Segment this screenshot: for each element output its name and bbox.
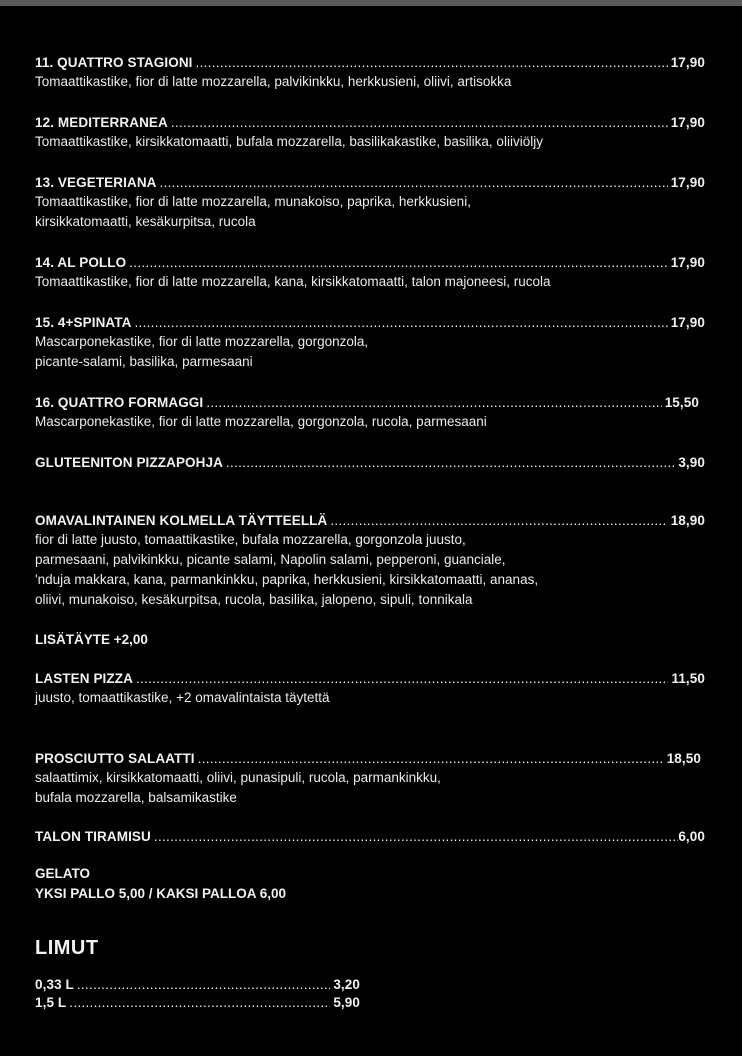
menu-item-11 [35, 54, 705, 92]
dot-leader [77, 976, 330, 994]
item-description: Tomaattikastike, fior di latte mozzarella, palvikinkku, herkkusieni, oliivi, artisokka [35, 74, 512, 89]
item-name: OMAVALINTAINEN KOLMELLA TÄYTTEELLÄ [35, 513, 328, 528]
drinks-list [35, 976, 360, 1012]
menu-item-line [35, 512, 705, 530]
item-name: 16. QUATTRO FORMAGGI [35, 395, 204, 410]
item-price: 18,90 [670, 513, 705, 528]
dot-leader [198, 750, 664, 768]
item-name: 14. AL POLLO [35, 255, 127, 270]
item-description: fior di latte juusto, tomaattikastike, bufala mozzarella, gorgonzola juusto, [35, 532, 466, 547]
menu-item-16 [35, 394, 699, 432]
top-bar [0, 0, 742, 6]
item-price: 6,00 [678, 829, 705, 844]
drink-size: 0,33 L [35, 977, 74, 992]
item-name: 12. MEDITERRANEA [35, 115, 168, 130]
menu-item-line [35, 174, 705, 192]
item-price: 17,90 [670, 115, 705, 130]
item-description: Mascarponekastike, fior di latte mozzarella, gorgonzola, rucola, parmesaani [35, 414, 487, 429]
dot-leader [160, 174, 668, 192]
menu-item-line [35, 454, 705, 472]
drink-row [35, 976, 360, 994]
dot-leader [330, 512, 667, 530]
dot-leader [171, 114, 668, 132]
item-description: Tomaattikastike, fior di latte mozzarella, kana, kirsikkatomaatti, talon majoneesi, rucola [35, 274, 551, 289]
item-price: 15,50 [664, 395, 699, 410]
item-price: 17,90 [670, 55, 705, 70]
dot-leader [136, 670, 669, 688]
menu-item-kids-pizza [35, 670, 705, 708]
menu-list [35, 54, 705, 1012]
item-name: 11. QUATTRO STAGIONI [35, 55, 193, 70]
menu-item-gluten-free-base [35, 454, 705, 472]
limut-title: LIMUT [35, 937, 99, 959]
menu-item-line [35, 394, 699, 412]
menu-item-12 [35, 114, 705, 152]
dot-leader [226, 454, 675, 472]
item-name: PROSCIUTTO SALAATTI [35, 751, 195, 766]
item-price: 17,90 [670, 255, 705, 270]
item-description: 'nduja makkara, kana, parmankinkku, paprika, herkkusieni, kirsikkatomaatti, ananas, [35, 572, 539, 587]
item-price: 17,90 [670, 175, 705, 190]
item-description: Mascarponekastike, fior di latte mozzarella, gorgonzola, [35, 334, 369, 349]
item-description: bufala mozzarella, balsamikastike [35, 790, 237, 805]
item-description: parmesaani, palvikinkku, picante salami, Napolin salami, pepperoni, guanciale, [35, 552, 506, 567]
menu-item-line [35, 314, 705, 332]
limut-section [35, 936, 705, 1012]
menu-item-line [35, 254, 705, 272]
dot-leader [206, 394, 661, 412]
item-price: 3,90 [678, 455, 705, 470]
item-price: 18,50 [666, 751, 701, 766]
item-name: 13. VEGETERIANA [35, 175, 157, 190]
item-name: 15. 4+SPINATA [35, 315, 132, 330]
item-description: kirsikkatomaatti, kesäkurpitsa, rucola [35, 214, 256, 229]
menu-item-line [35, 828, 705, 846]
dot-leader [134, 314, 667, 332]
menu-item-tiramisu [35, 828, 705, 846]
dot-leader [154, 828, 678, 846]
drink-row [35, 994, 360, 1012]
item-description: juusto, tomaattikastike, +2 omavalintaista täytettä [35, 690, 330, 705]
menu-item-14 [35, 254, 705, 292]
dot-leader [129, 254, 667, 272]
item-name: TALON TIRAMISU [35, 829, 151, 844]
drink-size: 1,5 L [35, 995, 67, 1010]
menu-item-13 [35, 174, 705, 232]
menu-item-line [35, 114, 705, 132]
menu-item-line [35, 750, 701, 768]
extra-topping: LISÄTÄYTE +2,00 [35, 632, 148, 647]
item-description: salaattimix, kirsikkatomaatti, oliivi, punasipuli, rucola, parmankinkku, [35, 770, 441, 785]
menu-item-custom [35, 512, 705, 610]
drink-price: 5,90 [333, 995, 360, 1010]
item-name: LASTEN PIZZA [35, 671, 133, 686]
item-description: Tomaattikastike, kirsikkatomaatti, bufala mozzarella, basilikakastike, basilika, oliiviöljy [35, 134, 543, 149]
gelato-title: GELATO [35, 866, 91, 881]
item-description: picante-salami, basilika, parmesaani [35, 354, 253, 369]
menu-item-line [35, 54, 705, 72]
dot-leader [196, 54, 668, 72]
item-description: oliivi, munakoiso, kesäkurpitsa, rucola, basilika, jalopeno, sipuli, tonnikala [35, 592, 473, 607]
item-name: GLUTEENITON PIZZAPOHJA [35, 455, 223, 470]
menu-item-15 [35, 314, 705, 372]
item-description: Tomaattikastike, fior di latte mozzarella, munakoiso, paprika, herkkusieni, [35, 194, 471, 209]
item-price: 11,50 [671, 671, 705, 686]
menu-item-line [35, 670, 705, 688]
drink-price: 3,20 [333, 977, 360, 992]
menu-item-prosciutto-salad [35, 750, 701, 808]
item-price: 17,90 [670, 315, 705, 330]
dot-leader [69, 994, 330, 1012]
gelato-prices: YKSI PALLO 5,00 / KAKSI PALLOA 6,00 [35, 886, 287, 901]
gelato-section [35, 864, 705, 904]
